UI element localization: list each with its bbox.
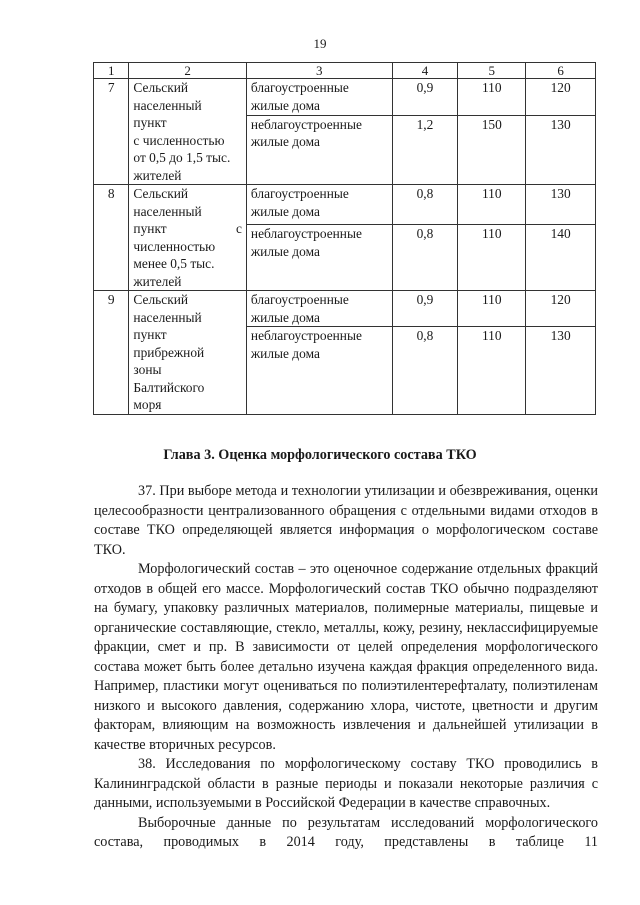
value-cell: 130 bbox=[526, 327, 596, 414]
value-cell: 0,8 bbox=[392, 225, 458, 291]
header-cell: 3 bbox=[246, 63, 392, 79]
settlement-line: населенный bbox=[133, 309, 202, 325]
settlement-cell bbox=[129, 185, 247, 291]
page-number: 19 bbox=[313, 36, 327, 51]
housing-type-cell: благоустроенные жилые дома bbox=[246, 291, 392, 327]
value-cell: 130 bbox=[526, 115, 596, 184]
header-cell: 6 bbox=[526, 63, 596, 79]
paragraph: Морфологический состав – это оценочное содержание отдельных фракций отходов в общей его массе. Морфологический состав ТКО обычно подразделяют на бумагу, упаковку различных материалов, полимерные материалы, пищевые и органические составляющие, стекло, металлы, кожу, резину, неклассифицируемые фракции, смет и пр. В зависимости от целей определения морфологического состава может быть более детально изучена каждая фракция определенного вида. Например, пластики могут оцениваться по полиэтилентерефталату, полиэтиленам низкого и высокого давления, содержанию хлора, чистоте, цветности и другим факторам, влияющим на возможность извлечения и дальнейшей утилизации в качестве вторичных ресурсов. bbox=[94, 561, 598, 753]
table-header-row bbox=[94, 63, 596, 79]
settlement-line: численностью bbox=[133, 238, 216, 254]
value-cell: 140 bbox=[526, 225, 596, 291]
value-cell: 120 bbox=[526, 291, 596, 327]
value-cell: 0,9 bbox=[392, 291, 458, 327]
chapter-title: Глава 3. Оценка морфологического состава ТКО bbox=[163, 447, 477, 463]
settlement-line: Балтийского bbox=[133, 379, 205, 395]
value-cell: 110 bbox=[458, 225, 526, 291]
housing-type-cell: неблагоустроенные жилые дома bbox=[246, 115, 392, 184]
settlement-line: прибрежной bbox=[133, 344, 205, 360]
value-cell: 120 bbox=[526, 79, 596, 116]
table-row bbox=[94, 185, 596, 225]
settlement-line: моря bbox=[133, 397, 162, 412]
settlement-line: Сельский bbox=[133, 80, 189, 95]
table-row bbox=[94, 79, 596, 116]
header-cell: 5 bbox=[458, 63, 526, 79]
waste-norms-table bbox=[93, 62, 596, 415]
settlement-line: населенный bbox=[133, 203, 202, 219]
settlement-line: пункт bbox=[133, 115, 167, 130]
value-cell: 110 bbox=[458, 291, 526, 327]
settlement-line: зоны bbox=[133, 362, 162, 377]
value-cell: 0,8 bbox=[392, 185, 458, 225]
settlement-line: Сельский bbox=[133, 292, 189, 307]
settlement-line: пункт с bbox=[133, 221, 242, 236]
value-cell: 110 bbox=[458, 327, 526, 414]
paragraph: 37. При выборе метода и технологии утилизации и обезвреживания, оценки целесообразности централизованного обращения с отдельными видами отходов в составе ТКО определяющей является информация о морфологическом составе ТКО. bbox=[94, 483, 598, 558]
settlement-line: с численностью bbox=[133, 132, 225, 148]
settlement-line: населенный bbox=[133, 97, 202, 113]
housing-type-cell: благоустроенные жилые дома bbox=[246, 79, 392, 116]
value-cell: 130 bbox=[526, 185, 596, 225]
settlement-cell bbox=[129, 79, 247, 185]
housing-type-cell: неблагоустроенные жилые дома bbox=[246, 327, 392, 414]
header-cell: 1 bbox=[94, 63, 129, 79]
body-text bbox=[94, 482, 598, 853]
table-row bbox=[94, 291, 596, 327]
value-cell: 110 bbox=[458, 79, 526, 116]
row-number: 9 bbox=[94, 291, 129, 415]
value-cell: 1,2 bbox=[392, 115, 458, 184]
settlement-line: от 0,5 до 1,5 тыс. bbox=[133, 150, 231, 165]
paragraph: Выборочные данные по результатам исследований морфологического состава, проводимых в 2014 году, представлены в таблице 11 bbox=[94, 814, 598, 850]
settlement-line: пункт bbox=[133, 327, 167, 342]
value-cell: 0,8 bbox=[392, 327, 458, 414]
settlement-line: менее 0,5 тыс. bbox=[133, 256, 215, 271]
value-cell: 0,9 bbox=[392, 79, 458, 116]
settlement-line: жителей bbox=[133, 273, 182, 289]
header-cell: 4 bbox=[392, 63, 458, 79]
settlement-line: Сельский bbox=[133, 186, 189, 201]
row-number: 8 bbox=[94, 185, 129, 291]
value-cell: 110 bbox=[458, 185, 526, 225]
paragraph: 38. Исследования по морфологическому составу ТКО проводились в Калининградской области в разные периоды и показали некоторые различия с данными, используемыми в Российской Федерации в качестве справочных. bbox=[94, 756, 598, 811]
housing-type-cell: неблагоустроенные жилые дома bbox=[246, 225, 392, 291]
settlement-cell bbox=[129, 291, 247, 415]
settlement-line: жителей bbox=[133, 167, 182, 183]
value-cell: 150 bbox=[458, 115, 526, 184]
housing-type-cell: благоустроенные жилые дома bbox=[246, 185, 392, 225]
row-number: 7 bbox=[94, 79, 129, 185]
header-cell: 2 bbox=[129, 63, 247, 79]
